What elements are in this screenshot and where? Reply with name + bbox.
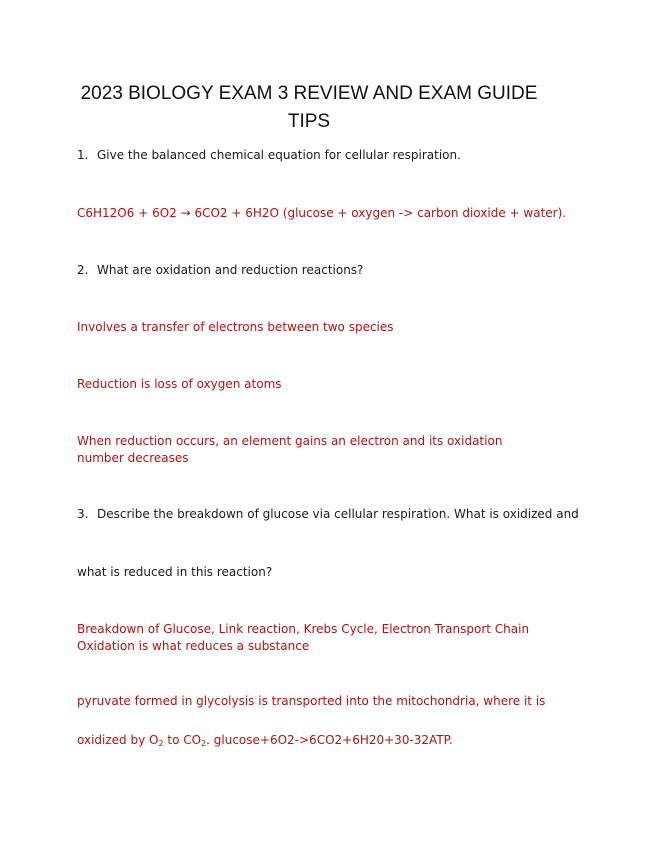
title-line-2: TIPS [287, 111, 331, 132]
answer-2-line-3: When reduction occurs, an element gains an electron and its oxidation number decreases [77, 434, 503, 465]
question-3 [77, 506, 577, 523]
question-2-number: 2. [77, 263, 89, 277]
question-1-number: 1. [77, 148, 89, 162]
answer-3-line-2: pyruvate formed in glycolysis is transported into the mitochondria, where it is [77, 694, 546, 708]
answer-2-line-2: Reduction is loss of oxygen atoms [77, 377, 282, 391]
question-3-continuation: what is reduced in this reaction? [77, 565, 273, 579]
answer-2-line-1: Involves a transfer of electrons between two species [77, 320, 394, 334]
answer-3-mid: to CO [163, 733, 202, 747]
answer-3-sub-1: 2 [158, 739, 164, 748]
answer-3-line-1: Breakdown of Glucose, Link reaction, Krebs Cycle, Electron Transport Chain Oxidation is what reduces a substance [77, 622, 530, 653]
answer-3-prefix: oxidized by O [77, 733, 159, 747]
answer-3-sub-2: 2 [201, 739, 207, 748]
question-3-number: 3. [77, 507, 89, 521]
answer-1: C6H12O6 + 6O2 → 6CO2 + 6H2O (glucose + oxygen -> carbon dioxide + water). [77, 206, 567, 220]
question-1-text: Give the balanced chemical equation for cellular respiration. [97, 148, 461, 162]
document-title [40, 80, 578, 136]
title-line-1: 2023 BIOLOGY EXAM 3 REVIEW AND EXAM GUIDE [80, 83, 538, 104]
answer-3-suffix: . glucose+6O2->6CO2+6H20+30-32ATP. [206, 733, 453, 747]
question-1 [77, 147, 577, 164]
question-2 [77, 262, 577, 279]
question-3-text: Describe the breakdown of glucose via cellular respiration. What is oxidized and [97, 507, 579, 521]
answer-3-line-3 [77, 732, 577, 749]
question-2-text: What are oxidation and reduction reactions? [97, 263, 364, 277]
